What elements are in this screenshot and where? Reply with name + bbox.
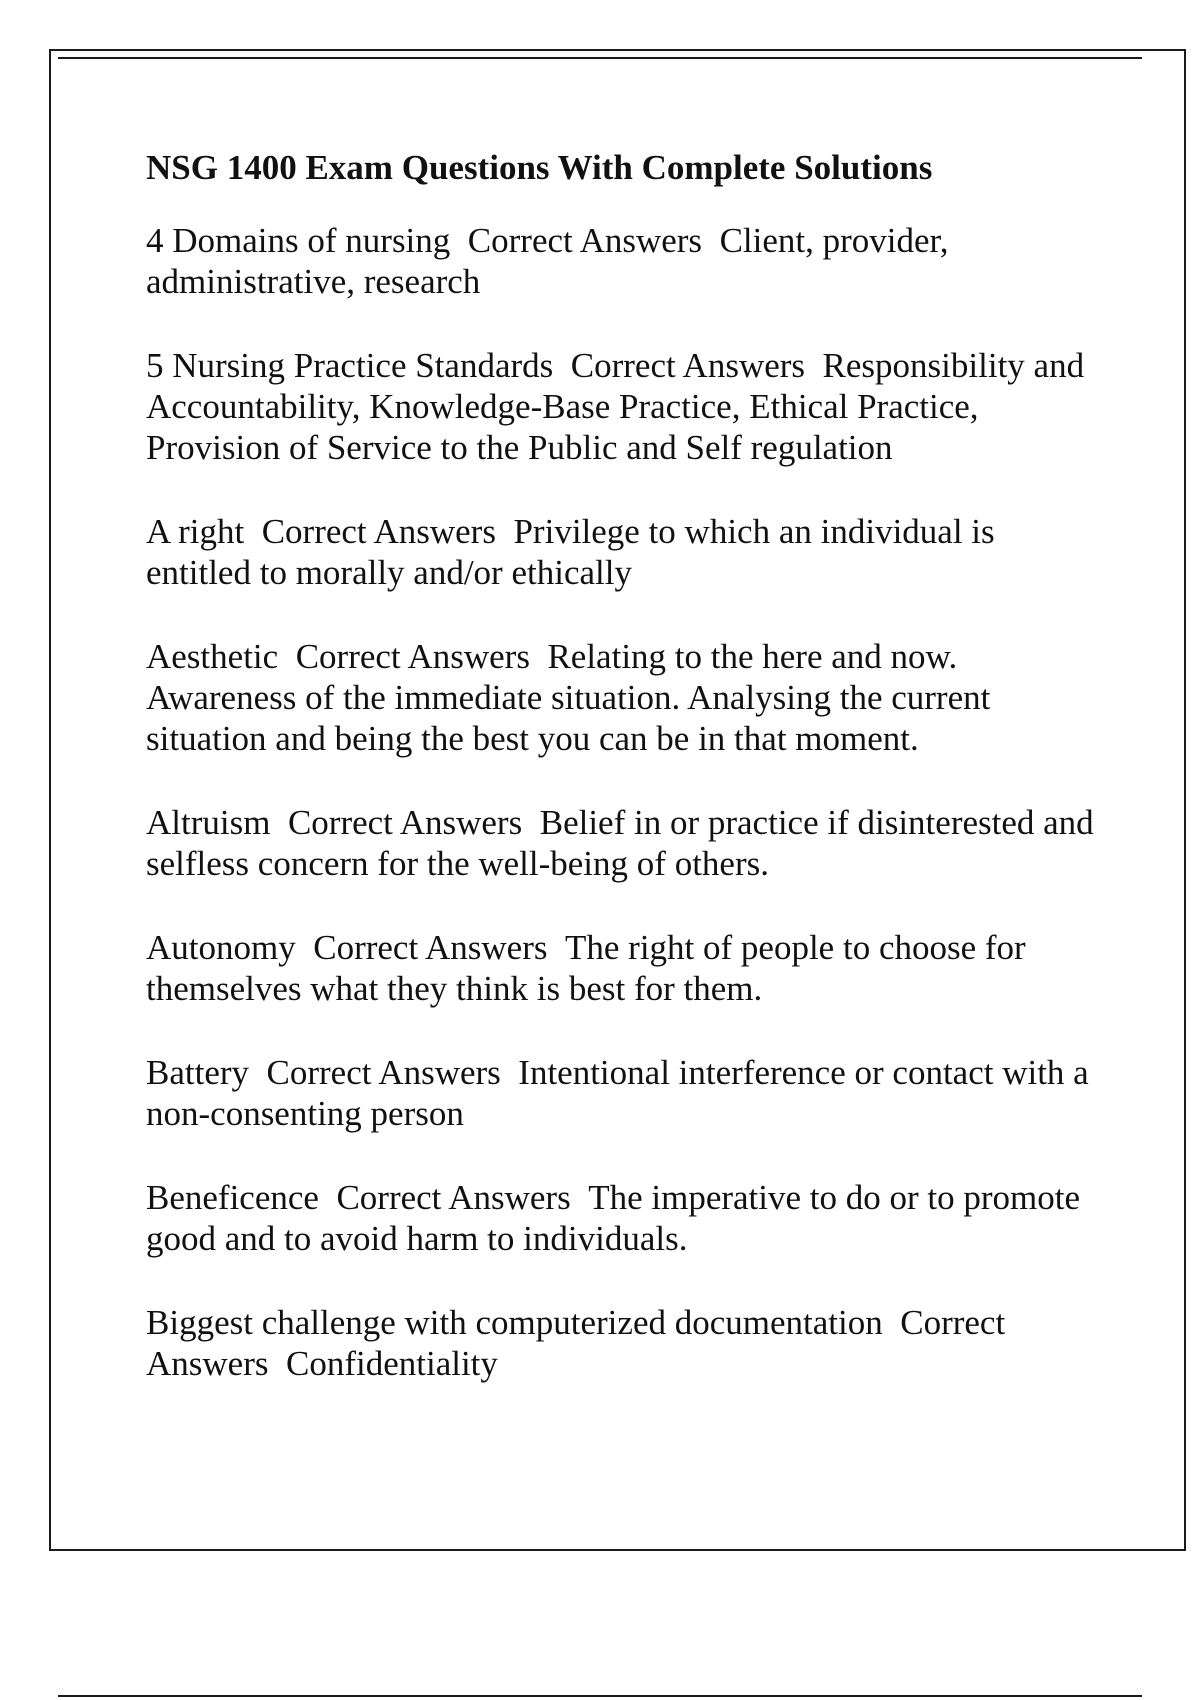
entry-term: Autonomy — [146, 928, 296, 967]
entry-answer: The imperative to do or to promote good and to avoid harm to individuals. — [146, 1178, 1081, 1258]
qa-entry — [146, 511, 1096, 593]
entry-term: A right — [146, 512, 245, 551]
entry-term: Biggest challenge with computerized documentation — [146, 1303, 883, 1342]
entry-term: 4 Domains of nursing — [146, 221, 451, 260]
entry-term: 5 Nursing Practice Standards — [146, 346, 554, 385]
entry-separator: Correct Answers — [570, 346, 806, 385]
entry-separator: Correct Answers — [467, 221, 703, 260]
qa-entry — [146, 1302, 1096, 1384]
entry-answer: The right of people to choose for themselves what they think is best for them. — [146, 928, 1026, 1008]
entry-answer: Belief in or practice if disinterested and selfless concern for the well-being of others. — [146, 803, 1094, 883]
entry-term: Battery — [146, 1053, 250, 1092]
entry-answer: Client, provider, administrative, research — [146, 221, 949, 301]
entry-separator: Correct Answers — [336, 1178, 571, 1217]
entry-term: Altruism — [146, 803, 271, 842]
entry-answer: Responsibility and Accountability, Knowledge-Base Practice, Ethical Practice, Provision of Service to the Public and Self regulation — [146, 346, 1085, 467]
entry-term: Aesthetic — [146, 637, 279, 676]
entry-answer: Relating to the here and now. Awareness of the immediate situation. Analysing the current situation and being the best you can be in that moment. — [146, 637, 991, 758]
qa-entry — [146, 345, 1096, 468]
entry-term: Beneficence — [146, 1178, 319, 1217]
entry-answer: Privilege to which an individual is entitled to morally and/or ethically — [146, 512, 995, 592]
entry-separator: Correct Answers — [287, 803, 523, 842]
bottom-rule — [58, 1695, 1142, 1697]
entry-separator: Correct Answers — [146, 1303, 1006, 1383]
entry-separator: Correct Answers — [295, 637, 530, 676]
entry-answer: Confidentiality — [285, 1344, 498, 1383]
document-title: NSG 1400 Exam Questions With Complete Solutions — [146, 148, 933, 187]
qa-entry — [146, 220, 1096, 302]
qa-entry — [146, 1052, 1096, 1134]
entry-separator: Correct Answers — [313, 928, 548, 967]
qa-entry — [146, 1177, 1096, 1259]
qa-entry — [146, 927, 1096, 1009]
qa-entry — [146, 802, 1096, 884]
qa-entry — [146, 636, 1096, 759]
entry-separator: Correct Answers — [261, 512, 496, 551]
entry-answer: Intentional interference or contact with a non-consenting person — [146, 1053, 1089, 1133]
entry-separator: Correct Answers — [266, 1053, 501, 1092]
document-content — [146, 142, 1096, 1427]
